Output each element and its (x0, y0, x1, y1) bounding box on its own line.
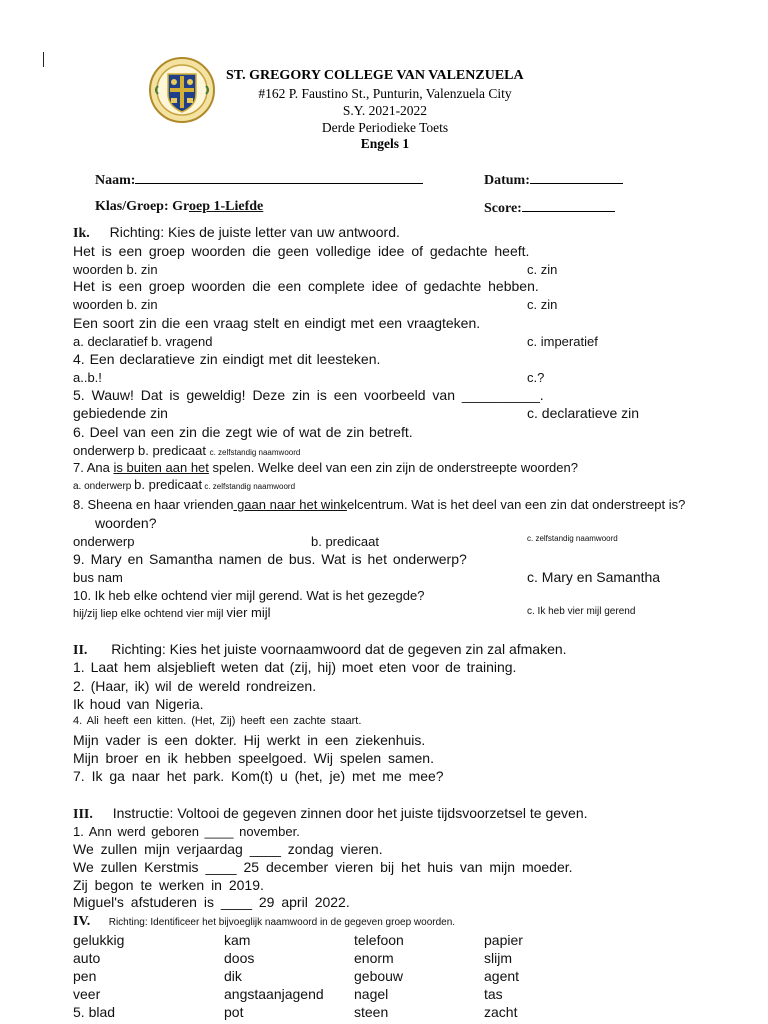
subject-title: Engels 1 (360, 136, 410, 151)
section1-instruction: Richting: Kies de juiste letter van uw antwoord. (109, 224, 400, 240)
word-cell: pot (224, 1004, 244, 1020)
question-8-option-b: b. predicaat (311, 534, 379, 549)
section2-line: Mijn vader is een dokter. Hij werkt in een ziekenhuis. (73, 732, 426, 748)
section3-line: 1. Ann werd geboren ____ november. (73, 824, 300, 839)
word-cell: kam (224, 932, 251, 948)
word-cell: dik (224, 968, 242, 984)
school-address: #162 P. Faustino St., Punturin, Valenzuela City (258, 86, 512, 101)
score-blank[interactable] (522, 199, 615, 212)
question-6: 6. Deel van een zin die zegt wie of wat de zin betreft. (73, 424, 413, 440)
section3-line: Zij begon te werken in 2019. (73, 877, 264, 893)
section2-instruction: Richting: Kies het juiste voornaamwoord dat de gegeven zin zal afmaken. (111, 641, 567, 657)
word-cell: pen (73, 968, 97, 984)
word-cell: auto (73, 950, 101, 966)
question-10: 10. Ik heb elke ochtend vier mijl gerend. Wat is het gezegde? (73, 588, 425, 603)
word-cell: telefoon (354, 932, 404, 948)
word-cell: papier (484, 932, 523, 948)
date-label: Datum: (484, 173, 530, 188)
question-4: 4. Een declaratieve zin eindigt met dit leesteken. (73, 351, 381, 367)
word-cell: agent (484, 968, 520, 984)
question-8-pre: 8. Sheena en haar vrienden (73, 497, 234, 512)
section3-number: III. (73, 807, 93, 822)
question-4-options: a..b.! (73, 370, 102, 385)
score-field[interactable] (484, 199, 615, 217)
section2-line: 2. (Haar, ik) wil de wereld rondreizen. (73, 678, 317, 694)
name-label: Naam: (95, 173, 136, 188)
question-1-options: woorden b. zin (73, 262, 158, 277)
score-label: Score: (484, 201, 522, 216)
question-2-option-c: c. zin (527, 297, 558, 312)
section3-line: Miguel's afstuderen is ____ 29 april 2022. (73, 894, 350, 910)
date-field[interactable] (484, 171, 623, 189)
question-7-underlined: is buiten aan het (113, 460, 209, 475)
word-cell: steen (354, 1004, 389, 1020)
word-cell: veer (73, 986, 101, 1002)
question-1-option-c: c. zin (527, 262, 558, 277)
section2-line: Ik houd van Nigeria. (73, 696, 204, 712)
question-9-options: bus nam (73, 570, 123, 585)
word-cell: gelukkig (73, 932, 125, 948)
question-3-options: a. declaratief b. vragend (73, 334, 213, 349)
question-2-options: woorden b. zin (73, 297, 158, 312)
question-7-post: spelen. Welke deel van een zin zijn de onderstreepte woorden? (208, 460, 578, 475)
section3-line: We zullen mijn verjaardag ____ zondag vieren. (73, 841, 383, 857)
question-10-option-a: hij/zij liep elke ochtend vier mijl (73, 608, 227, 620)
class-value: oep 1-Liefde (188, 199, 264, 214)
section1-number: Ik. (73, 226, 90, 241)
section2-line: 7. Ik ga naar het park. Kom(t) u (het, je) met me mee? (73, 768, 444, 784)
question-5-options: gebiedende zin (73, 405, 168, 421)
word-cell: tas (484, 986, 503, 1002)
question-6-option-c: c. zelfstandig naamwoord (209, 448, 301, 457)
question-8-continuation: woorden? (95, 515, 157, 531)
question-7 (73, 459, 578, 476)
word-cell: nagel (354, 986, 389, 1002)
question-7-option-c: c. zelfstandig naamwoord (202, 482, 296, 491)
word-cell: zacht (484, 1004, 518, 1020)
question-5-option-c: c. declaratieve zin (527, 405, 640, 421)
section4-instruction: Richting: Identificeer het bijvoeglijk naamwoord in de gegeven groep woorden. (108, 917, 456, 928)
question-7-option-a: a. onderwerp (73, 481, 135, 492)
question-8-underlined: gaan naar het wink (233, 497, 347, 512)
school-year: S.Y. 2021-2022 (342, 103, 428, 118)
question-8 (73, 496, 685, 513)
section3-heading (73, 805, 588, 823)
date-blank[interactable] (530, 171, 623, 184)
question-2: Het is een groep woorden die een complete idee of gedachte hebben. (73, 278, 539, 294)
name-blank[interactable] (135, 171, 423, 184)
question-7-options (73, 478, 295, 494)
section2-line: 1. Laat hem alsjeblieft weten dat (zij, hij) moet eten voor de training. (73, 659, 517, 675)
section4-number: IV. (73, 914, 91, 929)
question-10-option-b: vier mijl (226, 605, 271, 620)
question-1: Het is een groep woorden die geen volledige idee of gedachte heeft. (73, 243, 530, 259)
word-cell: angstaanjagend (224, 986, 324, 1002)
question-10-options (73, 606, 271, 621)
section3-instruction: Instructie: Voltooi de gegeven zinnen door het juiste tijdsvoorzetsel te geven. (112, 805, 588, 821)
section3-line: We zullen Kerstmis ____ 25 december vieren bij het huis van mijn moeder. (73, 859, 573, 875)
school-name: ST. GREGORY COLLEGE VAN VALENZUELA (226, 68, 524, 83)
word-cell: enorm (354, 950, 394, 966)
word-cell: 5. blad (73, 1004, 116, 1020)
question-10-option-c: c. Ik heb vier mijl gerend (527, 606, 636, 617)
question-8-option-a: onderwerp (73, 534, 135, 549)
question-3-option-c: c. imperatief (527, 334, 598, 349)
text-cursor (43, 52, 44, 67)
question-7-pre: 7. Ana (73, 460, 114, 475)
question-5: 5. Wauw! Dat is geweldig! Deze zin is een voorbeeld van __________. (73, 387, 544, 403)
question-8-post: elcentrum. Wat is het deel van een zin dat onderstreept is? (346, 497, 686, 512)
class-field (95, 199, 263, 215)
exam-title: Derde Periodieke Toets (321, 120, 449, 135)
name-field[interactable] (95, 171, 423, 189)
section1-heading (73, 224, 400, 242)
class-label: Klas/Groep: Gr (95, 199, 189, 214)
question-4-option-c: c.? (527, 370, 545, 385)
section2-line: Mijn broer en ik hebben speelgoed. Wij spelen samen. (73, 750, 434, 766)
word-cell: doos (224, 950, 255, 966)
word-cell: slijm (484, 950, 512, 966)
question-9: 9. Mary en Samantha namen de bus. Wat is het onderwerp? (73, 551, 467, 567)
word-cell: gebouw (354, 968, 404, 984)
section2-heading (73, 641, 567, 659)
question-6-options-ab: onderwerp b. predicaat (73, 443, 206, 458)
section2-line: 4. Ali heeft een kitten. (Het, Zij) heeft een zachte staart. (73, 715, 362, 727)
section2-number: II. (73, 643, 88, 658)
section4-heading (73, 912, 455, 930)
question-8-option-c: c. zelfstandig naamwoord (527, 534, 618, 543)
question-3: Een soort zin die een vraag stelt en eindigt met een vraagteken. (73, 315, 481, 331)
question-7-option-b: b. predicaat (134, 477, 203, 492)
question-9-option-c: c. Mary en Samantha (527, 569, 661, 585)
